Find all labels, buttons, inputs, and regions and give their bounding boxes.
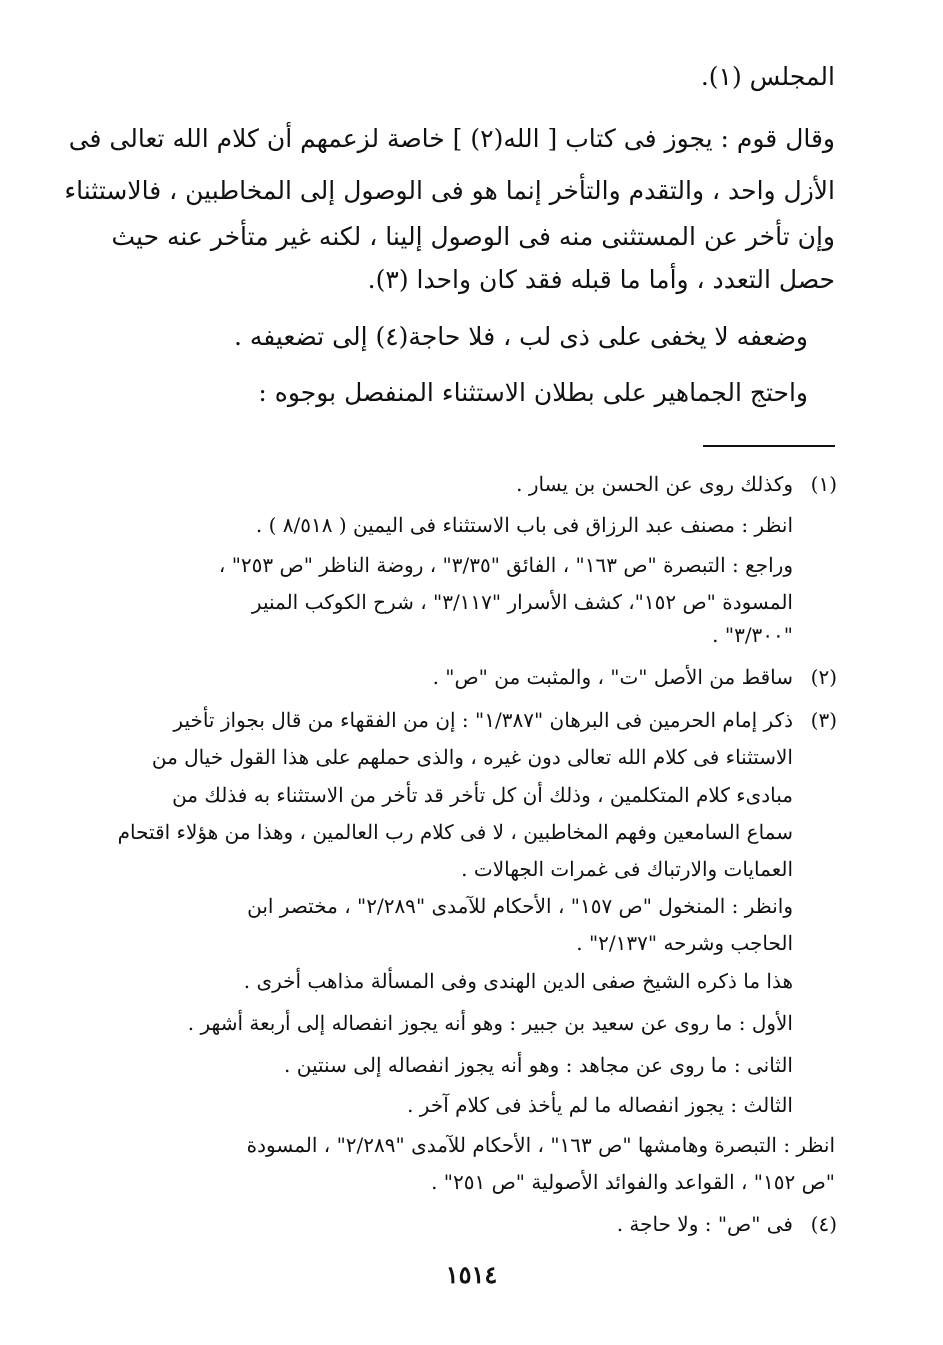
footnote-3-line-8: هذا ما ذكره الشيخ صفى الدين الهندى وفى المسألة مذاهب أخرى . <box>243 969 793 993</box>
footnote-3-line-4: سماع السامعين وفهم المخاطبين ، لا فى كلام رب العالمين ، وهذا من هؤلاء اقتحام <box>117 820 793 844</box>
footnote-3-line-11: الثالث : يجوز انفصاله ما لم يأخذ فى كلام آخر . <box>407 1093 793 1117</box>
footnote-1-line-3: وراجع : التبصرة "ص ١٦٣" ، الفائق "٣/٣٥" ، روضة الناظر "ص ٢٥٣" ، <box>218 553 793 577</box>
main-line-4: وإن تأخر عن المستثنى منه فى الوصول إلينا ، لكنه غير متأخر عنه حيث <box>111 222 835 251</box>
footnote-number-2: (٢) <box>810 665 837 689</box>
footnote-4-line-1: فى "ص" : ولا حاجة . <box>616 1212 793 1236</box>
footnote-1-line-5: "٣/٣٠٠" . <box>712 623 793 647</box>
main-line-3: الأزل واحد ، والتقدم والتأخر إنما هو فى الوصول إلى المخاطبين ، فالاستثناء <box>64 176 835 205</box>
main-line-6: وضعفه لا يخفى على ذى لب ، فلا حاجة(٤) إلى تضعيفه . <box>233 322 808 351</box>
main-line-7: واحتج الجماهير على بطلان الاستثناء المنفصل بوجوه : <box>258 378 808 407</box>
footnote-number-1: (١) <box>810 472 837 496</box>
footnote-3-line-3: مبادىء كلام المتكلمين ، وذلك أن كل تأخر قد تأخر من الاستثناء به فذلك من <box>172 783 793 807</box>
footnote-3-line-13: "ص ١٥٢" ، القواعد والفوائد الأصولية "ص ٢٥١" . <box>431 1170 835 1194</box>
main-line-2: وقال قوم : يجوز فى كتاب [ الله(٢) ] خاصة لزعمهم أن كلام الله تعالى فى <box>68 124 835 153</box>
footnote-3-line-5: العمايات والارتباك فى غمرات الجهالات . <box>461 857 793 881</box>
footnote-3-line-2: الاستثناء فى كلام الله تعالى دون غيره ، والذى حملهم على هذا القول خيال من <box>151 745 793 769</box>
main-line-5: حصل التعدد ، وأما ما قبله فقد كان واحدا (٣). <box>367 265 835 294</box>
footnote-number-3: (٣) <box>810 708 837 732</box>
footnote-1-line-4: المسودة "ص ١٥٢"، كشف الأسرار "٣/١١٧" ، شرح الكوكب المنير <box>251 590 793 614</box>
footnote-3-line-7: الحاجب وشرحه "٢/١٣٧" . <box>576 931 793 955</box>
footnote-1-line-2: انظر : مصنف عبد الرزاق فى باب الاستثناء فى اليمين ( ٨/٥١٨ ) . <box>255 513 793 537</box>
footnote-3-line-1: ذكر إمام الحرمين فى البرهان "١/٣٨٧" : إن من الفقهاء من قال بجواز تأخير <box>173 708 793 732</box>
footnote-3-line-12: انظر : التبصرة وهامشها "ص ١٦٣" ، الأحكام للآمدى "٢/٢٨٩" ، المسودة <box>246 1133 835 1157</box>
page-number: ١٥١٤ <box>445 1260 498 1289</box>
main-line-1: المجلس (١). <box>700 62 835 91</box>
footnote-number-4: (٤) <box>810 1212 837 1236</box>
footnote-3-line-6: وانظر : المنخول "ص ١٥٧" ، الأحكام للآمدى "٢/٢٨٩" ، مختصر ابن <box>247 894 793 918</box>
footnote-2-line-1: ساقط من الأصل "ت" ، والمثبت من "ص" . <box>432 665 793 689</box>
footnote-3-line-10: الثانى : ما روى عن مجاهد : وهو أنه يجوز انفصاله إلى سنتين . <box>284 1053 793 1077</box>
footnote-3-line-9: الأول : ما روى عن سعيد بن جبير : وهو أنه يجوز انفصاله إلى أربعة أشهر . <box>187 1011 793 1035</box>
footnote-separator <box>703 445 835 447</box>
footnote-1-line-1: وكذلك روى عن الحسن بن يسار . <box>516 472 793 496</box>
